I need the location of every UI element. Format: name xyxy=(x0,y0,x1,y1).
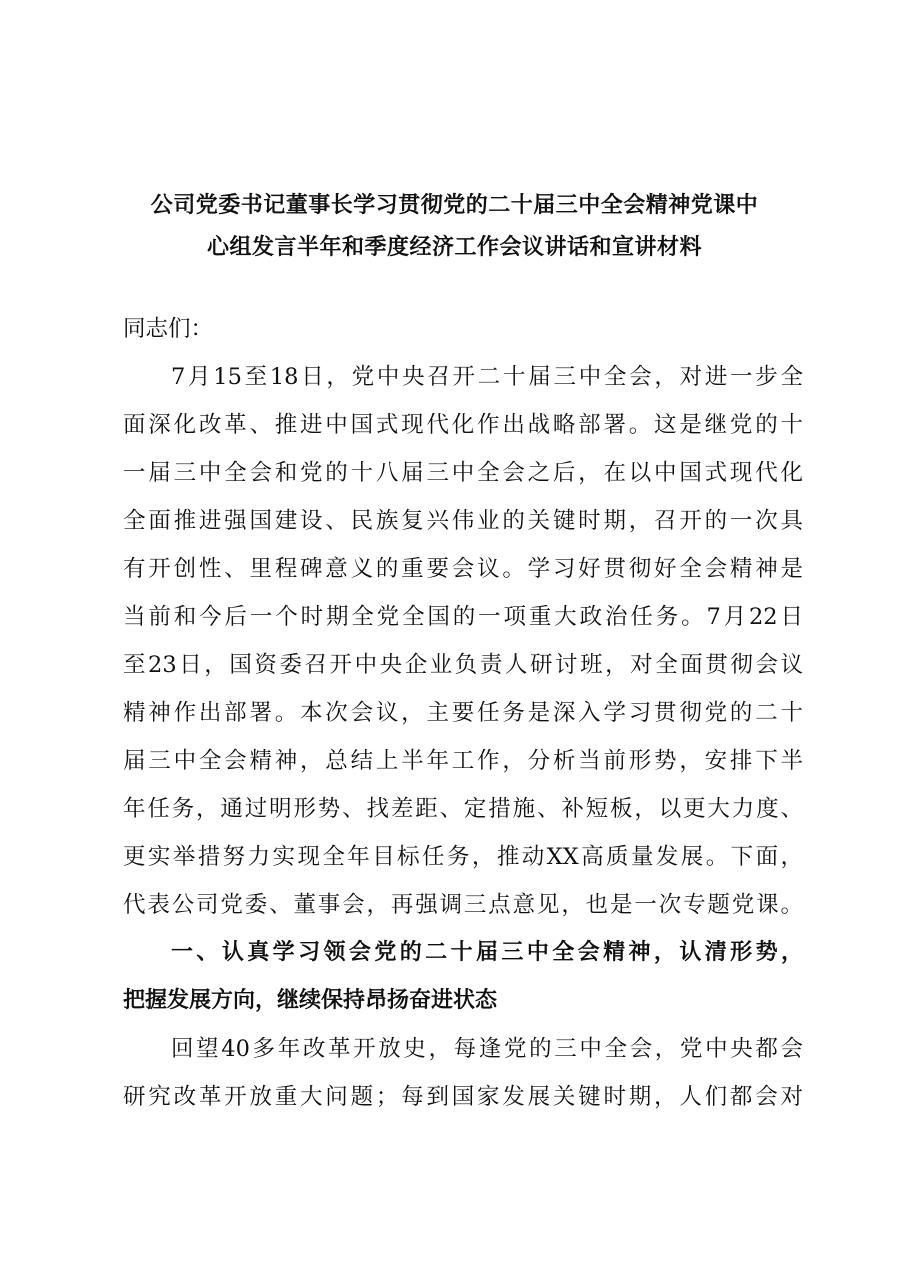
paragraph-line: 至23日，国资委召开中央企业负责人研讨班，对全面贯彻会议 xyxy=(123,652,803,678)
paragraph-line: 届三中全会精神，总结上半年工作，分析当前形势，安排下半 xyxy=(123,748,803,774)
section-heading-line: 把握发展方向，继续保持昂扬奋进状态 xyxy=(123,988,498,1013)
document-title xyxy=(100,185,809,269)
section-heading-line: 一、认真学习领会党的二十届三中全会精神，认清形势， xyxy=(171,940,803,965)
paragraph-line: 全面推进强国建设、民族复兴伟业的关键时期，召开的一次具 xyxy=(123,508,803,534)
paragraph-line: 更实举措努力实现全年目标任务，推动XX高质量发展。下面， xyxy=(123,844,803,870)
title-line: 心组发言半年和季度经济工作会议讲话和宣讲材料 xyxy=(206,235,702,260)
paragraph-line: 回望40多年改革开放史，每逢党的三中全会，党中央都会 xyxy=(171,1036,803,1062)
paragraph-line: 当前和今后一个时期全党全国的一项重大政治任务。7月22日 xyxy=(123,604,803,630)
paragraph-line: 有开创性、里程碑意义的重要会议。学习好贯彻好全会精神是 xyxy=(123,556,803,582)
paragraph-line: 一届三中全会和党的十八届三中全会之后，在以中国式现代化 xyxy=(123,460,803,486)
title-line: 公司党委书记董事长学习贯彻党的二十届三中全会精神党课中 xyxy=(150,193,759,218)
paragraph-line: 7月15至18日，党中央召开二十届三中全会，对进一步全 xyxy=(171,364,803,390)
salutation: 同志们： xyxy=(123,316,214,342)
paragraph-line: 代表公司党委、董事会，再强调三点意见，也是一次专题党课。 xyxy=(123,892,803,918)
paragraph-line: 年任务，通过明形势、找差距、定措施、补短板，以更大力度、 xyxy=(123,796,803,822)
paragraph-line: 面深化改革、推进中国式现代化作出战略部署。这是继党的十 xyxy=(123,412,803,438)
paragraph-line: 精神作出部署。本次会议，主要任务是深入学习贯彻党的二十 xyxy=(123,700,803,726)
paragraph-line: 研究改革开放重大问题；每到国家发展关键时期，人们都会对 xyxy=(123,1084,803,1110)
